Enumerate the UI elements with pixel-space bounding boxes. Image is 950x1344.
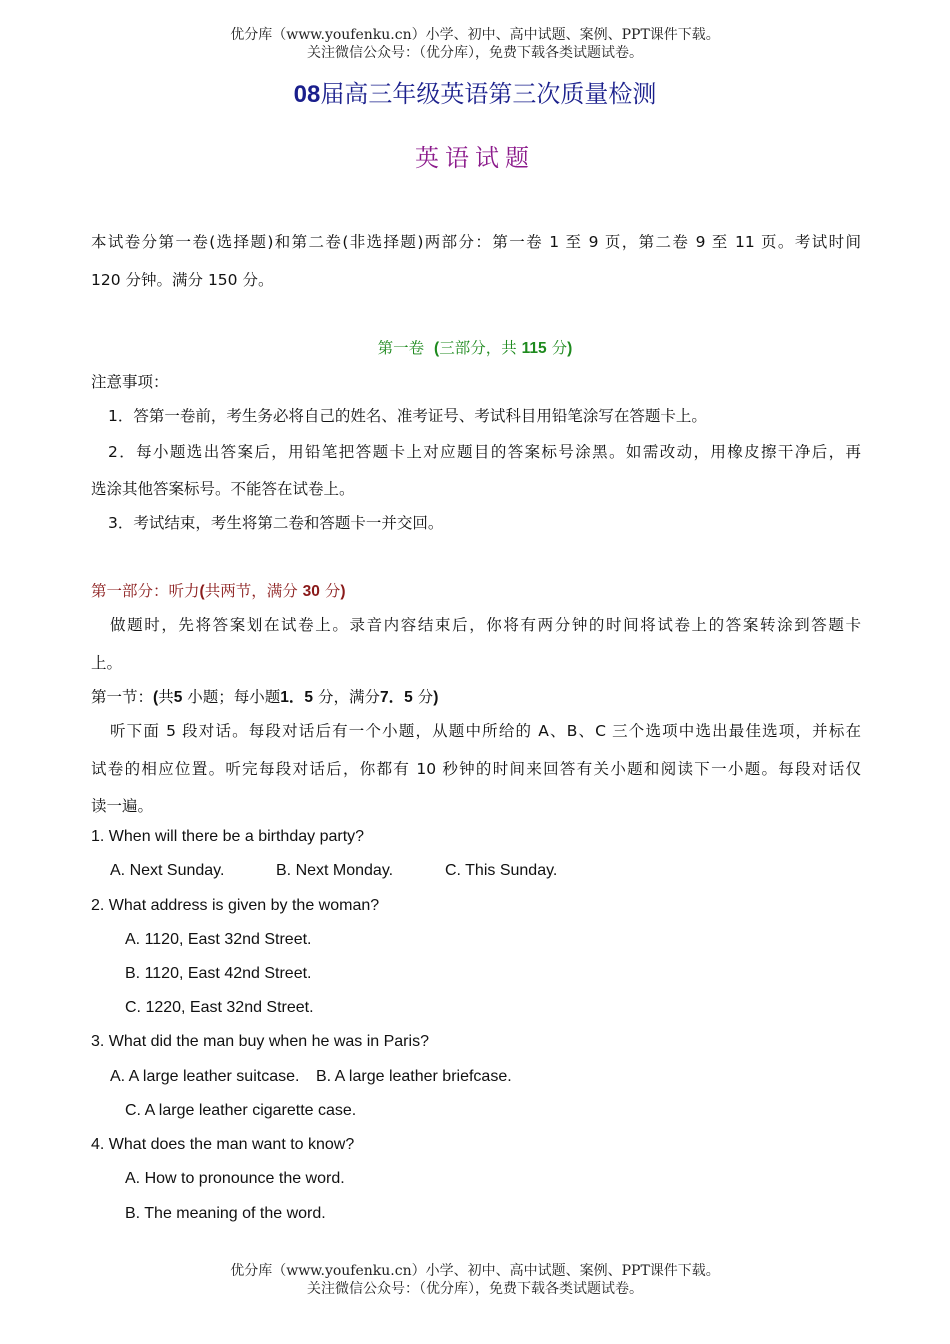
footer-line-1: 优分库（www.youfenku.cn）小学、初中、高中试题、案例、PPT课件下载。: [230, 1263, 720, 1279]
part-one-heading: [91, 579, 861, 601]
question-2: 2. What address is given by the woman?: [91, 897, 380, 914]
note-3: 3．考试结束，考生将第二卷和答题卡一并交回。: [108, 514, 444, 532]
section-one-each-points: 1．5: [280, 689, 314, 706]
title-number: 08: [293, 81, 321, 108]
question-1-option-b: B. Next Monday.: [276, 862, 394, 879]
volume-one-close: ): [567, 340, 573, 357]
question-1: 1. When will there be a birthday party?: [91, 828, 365, 845]
part-one-label: 第一部分：听力: [91, 582, 200, 600]
page-header: [0, 26, 950, 62]
part-one-close: ): [340, 583, 346, 600]
exam-title: [0, 74, 950, 109]
question-3-option-a: A. A large leather suitcase.: [110, 1068, 300, 1085]
question-3-option-b: B. A large leather briefcase.: [316, 1068, 512, 1085]
section-one-directions-2: 试卷的相应位置。听完每段对话后，你都有 10 秒钟的时间来回答有关小题和阅读下一小题。每段对话仅: [91, 760, 861, 778]
section-one-label: 第一节：: [91, 688, 154, 706]
page-footer: [0, 1262, 950, 1298]
section-one-text-3: 分，满分: [317, 688, 380, 706]
title-text: 届高三年级英语第三次质量检测: [320, 80, 657, 108]
question-4-option-a: A. How to pronounce the word.: [125, 1170, 345, 1187]
section-one-count: 5: [173, 689, 183, 706]
note-2-line-1: 2．每小题选出答案后，用铅笔把答题卡上对应题目的答案标号涂黑。如需改动，用橡皮擦干净后，再: [108, 443, 861, 461]
question-1-option-c: C. This Sunday.: [445, 862, 558, 879]
question-4-option-b: B. The meaning of the word.: [125, 1205, 326, 1222]
section-one-close: ): [433, 689, 439, 706]
section-one-open: (: [153, 689, 159, 706]
question-2-option-a: A. 1120, East 32nd Street.: [125, 931, 312, 948]
part-one-desc: 共两节，满分: [204, 582, 298, 600]
footer-line-2: 关注微信公众号：（优分库），免费下载各类试题试卷。: [307, 1281, 643, 1297]
part-one-points: 30: [302, 583, 320, 600]
note-2-line-2: 选涂其他答案标号。不能答在试卷上。: [91, 480, 355, 498]
section-one-total-points: 7．5: [379, 689, 413, 706]
exam-subtitle: 英语试题: [415, 144, 535, 172]
question-3: 3. What did the man buy when he was in Paris?: [91, 1033, 429, 1050]
section-one-directions-1: 听下面 5 段对话。每段对话后有一个小题，从题中所给的 A、B、C 三个选项中选出最佳选项，并标在: [110, 722, 861, 740]
volume-one-unit: 分: [551, 339, 568, 357]
volume-one-open: (: [434, 340, 440, 357]
volume-one-heading: [0, 336, 950, 358]
intro-line-1: 本试卷分第一卷(选择题)和第二卷(非选择题)两部分：第一卷 1 至 9 页，第二卷 9 至 11 页。考试时间: [91, 233, 861, 251]
section-one-text-1: 共: [158, 688, 174, 706]
note-1: 1．答第一卷前，考生务必将自己的姓名、准考证号、考试科目用铅笔涂写在答题卡上。: [108, 407, 707, 425]
part-one-open: (: [199, 583, 205, 600]
section-one-directions-3: 读一遍。: [91, 797, 154, 815]
volume-one-desc: 三部分，共: [439, 339, 517, 357]
question-2-option-b: B. 1120, East 42nd Street.: [125, 965, 312, 982]
question-1-option-a: A. Next Sunday.: [110, 862, 225, 879]
question-4: 4. What does the man want to know?: [91, 1136, 355, 1153]
question-2-option-c: C. 1220, East 32nd Street.: [125, 999, 314, 1016]
header-line-1: 优分库（www.youfenku.cn）小学、初中、高中试题、案例、PPT课件下载。: [230, 27, 720, 43]
part-one-unit: 分: [324, 582, 341, 600]
intro-line-2: 120 分钟。满分 150 分。: [91, 271, 274, 289]
header-line-2: 关注微信公众号：（优分库），免费下载各类试题试卷。: [307, 45, 643, 61]
section-one-text-4: 分: [417, 688, 434, 706]
volume-one-points: 115: [521, 340, 547, 357]
notes-heading: 注意事项：: [91, 373, 169, 391]
section-one-heading: [91, 685, 861, 707]
part-one-instruction-2: 上。: [91, 654, 123, 672]
part-one-instruction-1: 做题时，先将答案划在试卷上。录音内容结束后，你将有两分钟的时间将试卷上的答案转涂到答题卡: [110, 616, 861, 634]
volume-one-label: 第一卷: [377, 339, 425, 357]
question-3-option-c: C. A large leather cigarette case.: [125, 1102, 357, 1119]
section-one-text-2: 小题；每小题: [187, 688, 281, 706]
